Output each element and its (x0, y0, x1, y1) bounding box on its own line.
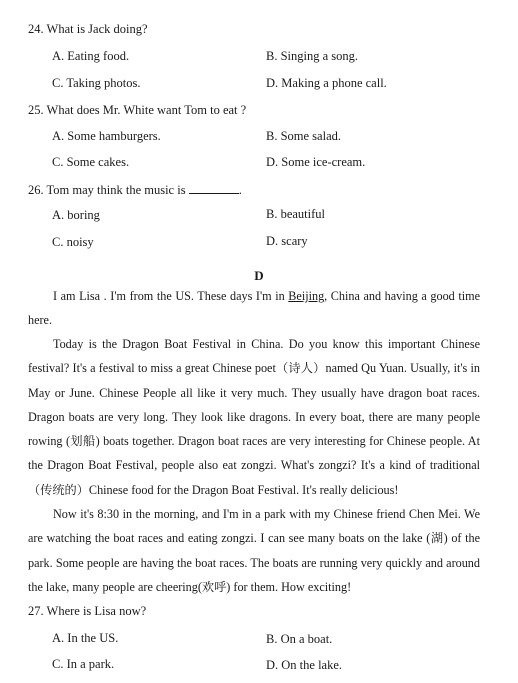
passage-p1-after: , China and having a good time here. (28, 289, 481, 328)
passage-p1-place: Beijing (288, 289, 325, 303)
question-26-option-d: D. scary (266, 234, 308, 248)
question-25-option-c: C. Some cakes. (52, 155, 130, 169)
question-24-option-b: B. Singing a song. (266, 49, 359, 63)
question-27-stem: 27. Where is Lisa now? (28, 604, 147, 618)
question-26-option-a: A. boring (52, 208, 100, 222)
question-26-stem-end: . (238, 183, 242, 197)
question-26-stem (28, 182, 242, 198)
question-25-stem: 25. What does Mr. White want Tom to eat ? (28, 103, 247, 117)
passage-paragraph-1 (28, 284, 480, 333)
question-27-option-c: C. In a park. (52, 657, 115, 671)
answer-blank (189, 182, 239, 194)
question-27-option-a: A. In the US. (52, 631, 119, 645)
question-26-option-c: C. noisy (52, 235, 94, 249)
question-24-option-a: A. Eating food. (52, 49, 130, 63)
question-25-option-a: A. Some hamburgers. (52, 129, 161, 143)
passage-paragraph-2: Today is the Dragon Boat Festival in China. Do you know this important Chinese festival? It's a festival to miss a great Chinese poet（诗人）named Qu Yuan. Usually, it's in May or June. Chinese People all like it very much. They usually have dragon boat races. Dragon boats are very long. They look like dragons. In every boat, there are many people rowing (划船) boats together. Dragon boat races are very interesting for Chinese people. At the Dragon Boat Festival, people also eat zongzi. What's zongzi? It's a kind of traditional（传统的）Chinese food for the Dragon Boat Festival. It's really delicious! (28, 337, 480, 497)
passage-paragraph-3: Now it's 8:30 in the morning, and I'm in a park with my Chinese friend Chen Mei. We are watching the boat races and eating zongzi. I can see many boats on the lake (湖) of the park. Some people are having the boat races. The boats are running very quickly and around the lake, many people are cheering(欢呼) for them. How exciting! (28, 507, 480, 594)
question-27-option-d: D. On the lake. (266, 658, 343, 672)
question-26-stem-text: 26. Tom may think the music is (28, 183, 186, 197)
question-26-option-b: B. beautiful (266, 207, 326, 221)
question-27-option-b: B. On a boat. (266, 632, 333, 646)
section-heading: D (254, 268, 264, 283)
passage-p1-before: I am Lisa . I'm from the US. These days I'm in (53, 289, 289, 303)
question-24-option-d: D. Making a phone call. (266, 76, 387, 90)
question-24-stem: 24. What is Jack doing? (28, 22, 148, 36)
question-25-option-d: D. Some ice-cream. (266, 155, 366, 169)
question-25-option-b: B. Some salad. (266, 129, 341, 143)
question-24-option-c: C. Taking photos. (52, 76, 141, 90)
